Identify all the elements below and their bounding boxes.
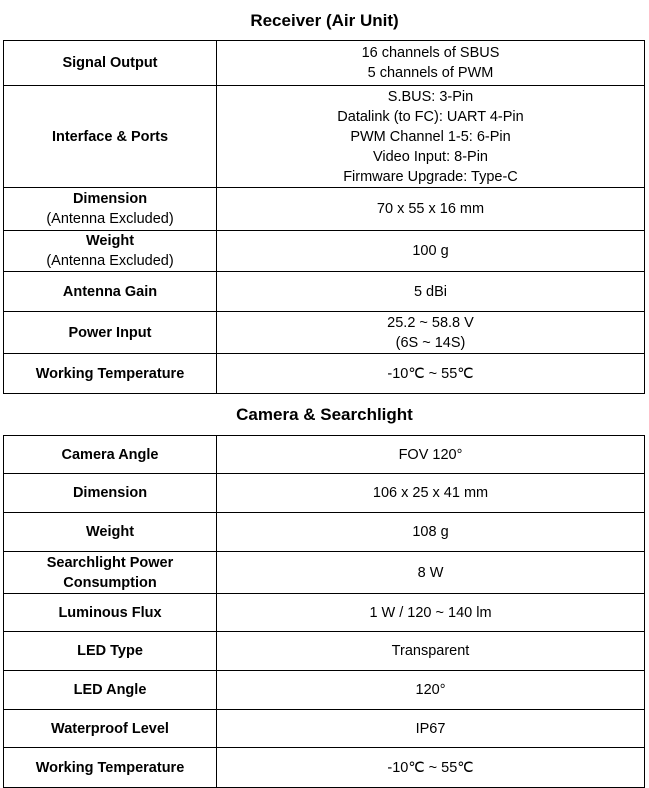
spec-value-line: 16 channels of SBUS <box>361 45 500 61</box>
table-row <box>4 710 645 748</box>
spec-value-line: 70 x 55 x 16 mm <box>376 201 485 217</box>
spec-label-text: Dimension <box>72 485 148 501</box>
spec-value-line: 5 dBi <box>413 283 448 300</box>
spec-label <box>4 41 217 86</box>
spec-value-line: -10℃ ~ 55℃ <box>387 759 474 776</box>
receiver-spec-table <box>3 40 645 394</box>
spec-value <box>217 513 645 552</box>
spec-value <box>217 272 645 312</box>
spec-label-text: Luminous Flux <box>58 604 162 621</box>
receiver-section-title: Receiver (Air Unit) <box>250 11 399 30</box>
spec-label <box>4 231 217 272</box>
spec-label-text: LED Angle <box>73 682 147 698</box>
table-row <box>4 474 645 513</box>
spec-label <box>4 188 217 231</box>
spec-value-line: FOV 120° <box>398 446 463 463</box>
spec-value-line: Transparent <box>391 643 470 659</box>
spec-value-line: 5 channels of PWM <box>367 65 494 81</box>
spec-label-text: Antenna Gain <box>62 283 158 300</box>
spec-label-text: Interface & Ports <box>51 128 169 145</box>
spec-value-line: IP67 <box>415 720 446 737</box>
table-row <box>4 41 645 86</box>
spec-label <box>4 436 217 474</box>
spec-label-note: (Antenna Excluded) <box>46 253 174 269</box>
camera-spec-table <box>3 435 645 788</box>
spec-label-text: Working Temperature <box>35 759 185 776</box>
spec-label <box>4 748 217 788</box>
spec-label <box>4 632 217 671</box>
spec-value-line: 8 W <box>417 564 444 581</box>
spec-value <box>217 671 645 710</box>
spec-label <box>4 354 217 394</box>
spec-value <box>217 748 645 788</box>
spec-value-line: 108 g <box>412 524 449 540</box>
table-row <box>4 231 645 272</box>
table-row <box>4 552 645 594</box>
spec-value-line: PWM Channel 1-5: 6-Pin <box>350 128 511 145</box>
spec-value-line: Firmware Upgrade: Type-C <box>343 168 518 185</box>
spec-value-line: 1 W / 120 ~ 140 lm <box>369 604 492 621</box>
spec-value <box>217 710 645 748</box>
table-row <box>4 632 645 671</box>
spec-value <box>217 354 645 394</box>
table-row <box>4 671 645 710</box>
spec-value-line: (6S ~ 14S) <box>395 334 466 351</box>
table-row <box>4 312 645 354</box>
spec-value-line: 106 x 25 x 41 mm <box>372 485 489 501</box>
spec-value <box>217 231 645 272</box>
spec-label-text: Working Temperature <box>35 365 185 382</box>
spec-label <box>4 710 217 748</box>
spec-label-text: LED Type <box>77 643 143 659</box>
spec-value <box>217 188 645 231</box>
spec-value <box>217 474 645 513</box>
spec-value <box>217 552 645 594</box>
spec-label-note: (Antenna Excluded) <box>46 211 174 227</box>
spec-label <box>4 312 217 354</box>
table-row <box>4 594 645 632</box>
spec-label-text: Dimension <box>72 191 148 207</box>
spec-value-line: Video Input: 8-Pin <box>372 148 488 165</box>
camera-section-title: Camera & Searchlight <box>236 405 413 424</box>
table-row <box>4 513 645 552</box>
spec-label <box>4 86 217 188</box>
spec-value-line: S.BUS: 3-Pin <box>387 88 474 105</box>
spec-label-text: Camera Angle <box>61 446 159 463</box>
spec-value <box>217 312 645 354</box>
spec-value <box>217 632 645 671</box>
spec-label-text: Waterproof Level <box>51 720 169 737</box>
spec-value-line: 100 g <box>412 243 449 259</box>
spec-value-line: 120° <box>415 682 446 698</box>
table-row <box>4 354 645 394</box>
spec-value-line: Datalink (to FC): UART 4-Pin <box>337 108 524 125</box>
table-row <box>4 272 645 312</box>
spec-label-text: Power Input <box>68 324 152 341</box>
table-row <box>4 436 645 474</box>
spec-label <box>4 552 217 594</box>
spec-value <box>217 594 645 632</box>
spec-label-text: Weight <box>85 233 135 249</box>
spec-label-text: Signal Output <box>62 55 158 71</box>
spec-label <box>4 272 217 312</box>
table-row <box>4 188 645 231</box>
spec-value <box>217 436 645 474</box>
spec-label <box>4 594 217 632</box>
table-row <box>4 748 645 788</box>
spec-label <box>4 513 217 552</box>
spec-label <box>4 474 217 513</box>
spec-value-line: 25.2 ~ 58.8 V <box>387 314 474 331</box>
spec-label <box>4 671 217 710</box>
spec-value <box>217 86 645 188</box>
spec-value-line: -10℃ ~ 55℃ <box>387 365 474 382</box>
spec-label-text: Searchlight Power Consumption <box>46 554 174 591</box>
table-row <box>4 86 645 188</box>
spec-value <box>217 41 645 86</box>
spec-label-text: Weight <box>85 524 135 540</box>
